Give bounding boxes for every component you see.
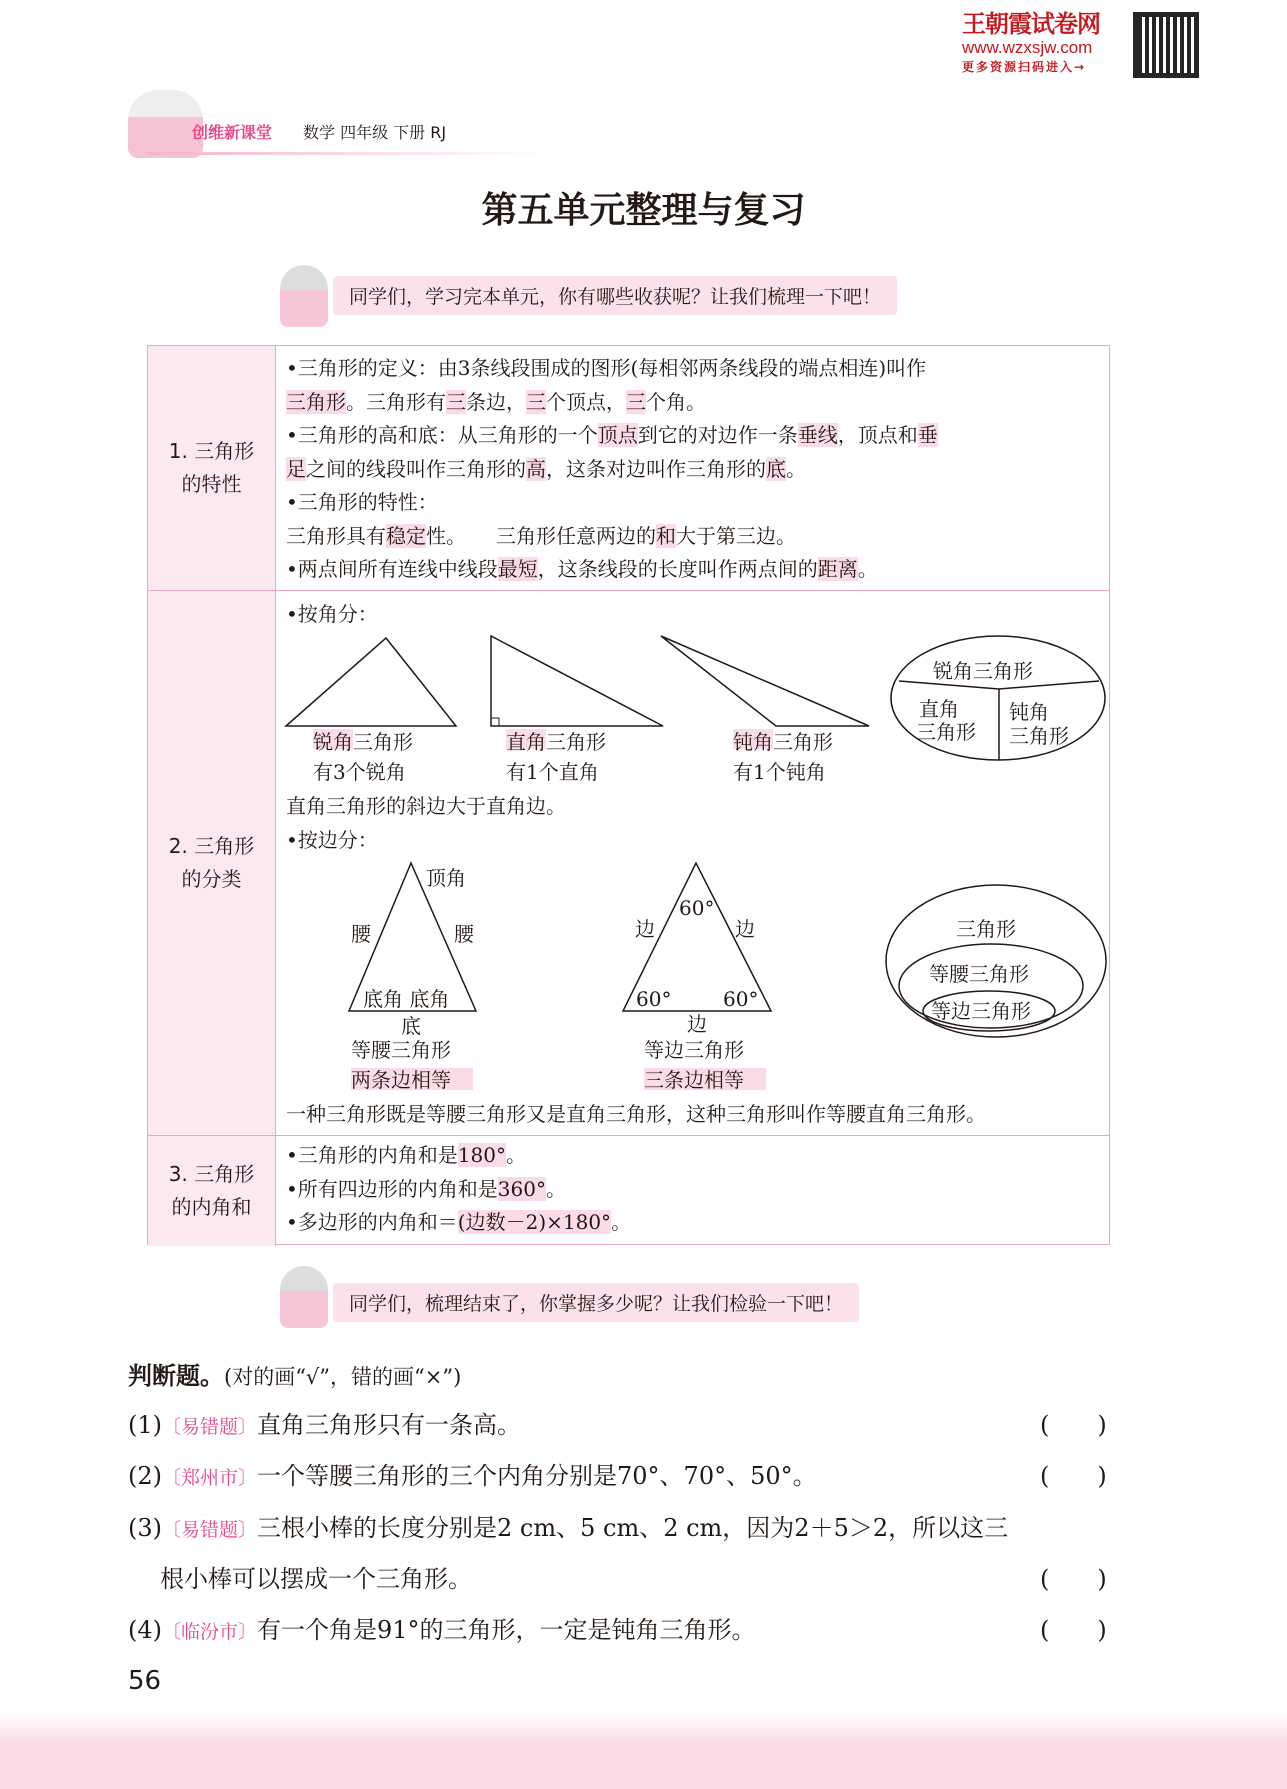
text-segment: 性。 三角形任意两边的: [426, 523, 656, 548]
highlighted-term: 三角形: [286, 389, 346, 414]
obtuse-desc: 有1个钝角: [733, 760, 826, 784]
speech-bubble: 同学们，学习完本单元，你有哪些收获呢？让我们梳理一下吧！: [333, 276, 897, 315]
row-content: [286, 1139, 1103, 1240]
section-heading: [128, 1356, 461, 1391]
by-angle-label: •按角分：: [286, 602, 378, 626]
hypotenuse-note: 直角三角形的斜边大于直角边。: [286, 794, 566, 818]
question-text-cont: 根小棒可以摆成一个三角形。: [160, 1565, 472, 1593]
question-tag: 〔易错题〕: [162, 1519, 258, 1541]
text-line: [286, 1206, 1103, 1240]
question-tag: 〔临汾市〕: [162, 1621, 258, 1643]
answer-blank[interactable]: ( ): [1040, 1462, 1107, 1490]
right-name: 直角三角形: [506, 730, 606, 754]
question-tag: 〔郑州市〕: [162, 1467, 258, 1489]
text-segment: 。: [857, 557, 878, 581]
highlighted-term: 三: [526, 389, 546, 414]
equi-br-angle: 60°: [723, 987, 759, 1011]
highlighted-term: 360°: [497, 1176, 546, 1201]
equilateral-name: 等边三角形: [644, 1038, 744, 1062]
equilateral-desc: 三条边相等: [644, 1068, 744, 1092]
text-segment: ，顶点和: [837, 423, 918, 447]
text-segment: 。: [505, 1143, 526, 1167]
obtuse-name: 钝角三角形: [733, 730, 833, 754]
row-label: 3. 三角形 的内角和: [148, 1136, 276, 1246]
apex-angle: 顶角: [426, 866, 466, 890]
highlighted-term: (边数－2)×180°: [457, 1210, 612, 1234]
row-label: 1. 三角形 的特性: [148, 346, 276, 590]
text-segment: 三角形具有: [286, 523, 386, 548]
venn-right-2: 三角形: [916, 720, 976, 744]
text-segment: •多边形的内角和＝: [286, 1210, 458, 1234]
series-name: 创维新课堂: [192, 123, 273, 142]
summary-table: [147, 345, 1110, 1245]
subject-info: 数学 四年级 下册 RJ: [303, 123, 447, 142]
question-item: [160, 1559, 472, 1594]
leg-right: 腰: [454, 922, 474, 946]
watermark-url: www.wzxsjw.com: [962, 38, 1093, 57]
obtuse-triangle: [661, 636, 869, 726]
page-number: 56: [128, 1666, 162, 1696]
highlighted-term: 稳定: [386, 523, 426, 548]
question-item: [128, 1610, 756, 1645]
question-number: (3): [128, 1514, 162, 1542]
text-segment: ，这条线段的长度叫作两点间的: [537, 557, 818, 581]
question-number: (4): [128, 1616, 162, 1644]
text-segment: 。: [611, 1210, 632, 1234]
teacher-illustration: [280, 1266, 328, 1328]
right-desc: 有1个直角: [506, 760, 599, 784]
highlighted-term: 底: [766, 456, 786, 481]
venn-right-1: 直角: [919, 697, 959, 721]
venn-obtuse-1: 钝角: [1009, 700, 1049, 724]
text-segment: 个角。: [646, 389, 706, 414]
venn-obtuse-2: 三角形: [1009, 724, 1069, 748]
text-segment: •两点间所有连线中线段: [286, 557, 498, 581]
text-line: [286, 1173, 1103, 1207]
highlighted-term: 顶点: [597, 423, 638, 447]
question-text: 直角三角形只有一条高。: [257, 1411, 522, 1439]
answer-blank[interactable]: ( ): [1040, 1411, 1107, 1439]
isosceles-name: 等腰三角形: [351, 1038, 451, 1062]
text-segment: 。: [786, 456, 806, 481]
question-item: [128, 1508, 1008, 1543]
text-segment: 大于第三边。: [676, 523, 796, 548]
highlighted-term: 高: [526, 456, 546, 481]
watermark-more: 更多资源扫码进入→: [962, 60, 1087, 74]
base: 底: [401, 1014, 421, 1038]
section-hint: (对的画“√”，错的画“×”): [224, 1365, 462, 1389]
text-segment: •所有四边形的内角和是: [286, 1176, 498, 1201]
highlighted-term: 距离: [817, 557, 858, 581]
question-item: [128, 1456, 817, 1491]
text-line: [286, 553, 1103, 587]
row-angle-sum: [148, 1136, 1109, 1246]
set-inner-label: 等边三角形: [931, 999, 1031, 1023]
row-properties: [148, 346, 1109, 591]
text-segment: 个顶点，: [546, 389, 626, 414]
base-angles: 底角 底角: [363, 987, 450, 1011]
question-number: (1): [128, 1411, 162, 1439]
question-text: 三根小棒的长度分别是2 cm、5 cm、2 cm，因为2＋5＞2，所以这三: [257, 1514, 1009, 1542]
text-segment: 条边，: [466, 389, 526, 414]
equi-side-left: 边: [635, 917, 655, 941]
text-line: [286, 1139, 1103, 1173]
acute-desc: 有3个锐角: [313, 760, 406, 784]
highlighted-term: 180°: [457, 1143, 506, 1167]
text-segment: •三角形的特性：: [286, 490, 438, 514]
equi-bl-angle: 60°: [636, 987, 672, 1011]
acute-triangle: [286, 638, 456, 726]
right-angle-mark: [491, 718, 499, 726]
text-line: [286, 453, 1103, 487]
highlighted-term: 三: [626, 389, 646, 414]
isosceles-right-note: 一种三角形既是等腰三角形又是直角三角形，这种三角形叫作等腰直角三角形。: [286, 1102, 986, 1126]
text-segment: •三角形的定义：由3条线段围成的图形(每相邻两条线段的端点相连)叫作: [286, 356, 927, 380]
highlighted-term: 足: [286, 456, 306, 481]
question-text: 有一个角是91°的三角形，一定是钝角三角形。: [257, 1616, 756, 1644]
text-segment: 之间的线段叫作三角形的: [306, 456, 526, 481]
question-number: (2): [128, 1462, 162, 1490]
highlighted-term: 最短: [497, 557, 538, 581]
answer-blank[interactable]: ( ): [1040, 1565, 1107, 1593]
highlighted-term: 垂线: [797, 423, 838, 447]
question-tag: 〔易错题〕: [162, 1416, 258, 1438]
by-side-label: •按边分：: [286, 828, 378, 852]
highlighted-term: 和: [656, 523, 676, 548]
text-segment: •三角形的内角和是: [286, 1143, 458, 1167]
highlighted-term: 垂: [917, 423, 938, 447]
acute-name: 锐角三角形: [313, 730, 413, 754]
row-classification: [148, 591, 1109, 1136]
speech-bubble: 同学们，梳理结束了，你掌握多少呢？让我们检验一下吧！: [333, 1283, 859, 1322]
section-title: 判断题。: [128, 1362, 224, 1390]
text-line: [286, 419, 1103, 453]
text-segment: ，这条对边叫作三角形的: [546, 456, 766, 481]
question-item: [128, 1405, 521, 1440]
teacher-illustration: [280, 265, 328, 327]
footer-band: [0, 1712, 1287, 1789]
row-label: 2. 三角形 的分类: [148, 591, 276, 1135]
isosceles-desc: 两条边相等: [351, 1068, 451, 1092]
page-header: [128, 90, 548, 160]
text-line: [286, 386, 1103, 420]
question-text: 一个等腰三角形的三个内角分别是70°、70°、50°。: [257, 1462, 817, 1490]
equi-top-angle: 60°: [679, 896, 715, 920]
venn-acute: 锐角三角形: [933, 659, 1033, 683]
qr-code[interactable]: [1133, 12, 1199, 78]
leg-left: 腰: [351, 922, 371, 946]
header-divider: [148, 152, 548, 155]
set-middle-label: 等腰三角形: [929, 962, 1029, 986]
row-content: [286, 352, 1103, 587]
answer-blank[interactable]: ( ): [1040, 1616, 1107, 1644]
text-line: [286, 486, 1103, 520]
text-line: [286, 352, 1103, 386]
highlighted-term: 三: [446, 389, 466, 414]
set-outer-label: 三角形: [956, 917, 1016, 941]
classification-diagrams: [276, 591, 1110, 1136]
equi-base: 边: [687, 1012, 707, 1036]
text-segment: 到它的对边作一条: [637, 423, 798, 447]
text-line: [286, 520, 1103, 554]
watermark-brand: 王朝霞试卷网: [962, 10, 1100, 38]
text-segment: 。三角形有: [346, 389, 446, 414]
page-title: 第五单元整理与复习: [481, 190, 806, 231]
text-segment: •三角形的高和底：从三角形的一个: [286, 423, 598, 447]
text-segment: 。: [545, 1176, 566, 1201]
equi-side-right: 边: [735, 917, 755, 941]
right-triangle: [491, 636, 663, 726]
